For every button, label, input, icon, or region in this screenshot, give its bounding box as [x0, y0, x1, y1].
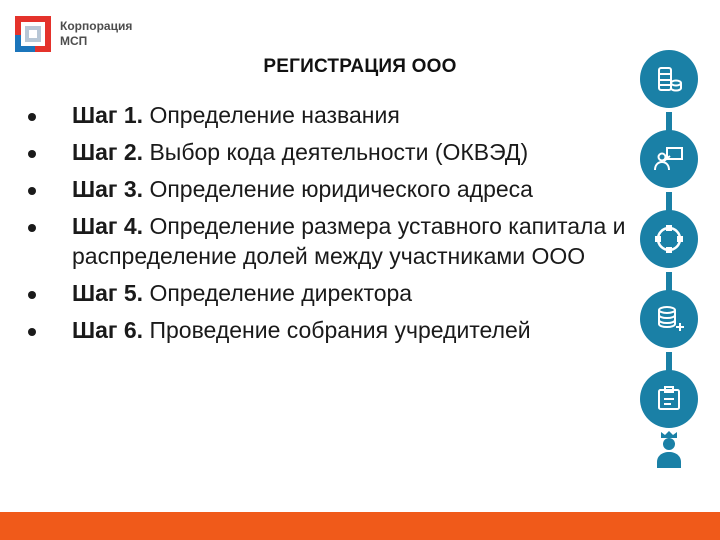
logo: [14, 14, 154, 54]
step-item: [28, 278, 638, 308]
steps-timeline: [632, 40, 708, 480]
bullet-icon: [28, 150, 36, 158]
bullet-icon: [28, 328, 36, 336]
bullet-icon: [28, 113, 36, 121]
step-item: [28, 174, 638, 204]
step-label: Шаг 3.: [72, 176, 144, 202]
step-item: [28, 137, 638, 167]
bullet-icon: [28, 291, 36, 299]
network-circle-icon: [640, 210, 698, 268]
step-label: Шаг 2.: [72, 139, 144, 165]
step-text: Определение размера уставного капитала и распределение долей между участниками ООО: [72, 213, 626, 269]
step-text: Определение директора: [143, 280, 413, 306]
step-label: Шаг 1.: [72, 102, 144, 128]
step-label: Шаг 5.: [72, 280, 144, 306]
step-item: [28, 100, 638, 130]
step-text: Проведение собрания учредителей: [143, 317, 531, 343]
bullet-icon: [28, 187, 36, 195]
step-text: Определение юридического адреса: [143, 176, 533, 202]
step-text: Определение названия: [143, 102, 400, 128]
database-plus-icon: [640, 290, 698, 348]
step-item: [28, 211, 638, 271]
logo-line-2: МСП: [60, 34, 88, 48]
person-icon: [652, 428, 686, 470]
step-text: Выбор кода деятельности (ОКВЭД): [143, 139, 529, 165]
step-label: Шаг 6.: [72, 317, 144, 343]
step-item: [28, 315, 638, 345]
step-label: Шаг 4.: [72, 213, 144, 239]
person-presentation-icon: [640, 130, 698, 188]
page-title: РЕГИСТРАЦИЯ ООО: [263, 56, 457, 77]
coins-icon: [640, 50, 698, 108]
bottom-accent-bar: [0, 512, 720, 540]
steps-list: [28, 100, 638, 352]
logo-text: [60, 19, 132, 49]
logo-mark-icon: [14, 15, 52, 53]
clipboard-icon: [640, 370, 698, 428]
bullet-icon: [28, 224, 36, 232]
logo-line-1: Корпорация: [60, 19, 133, 33]
